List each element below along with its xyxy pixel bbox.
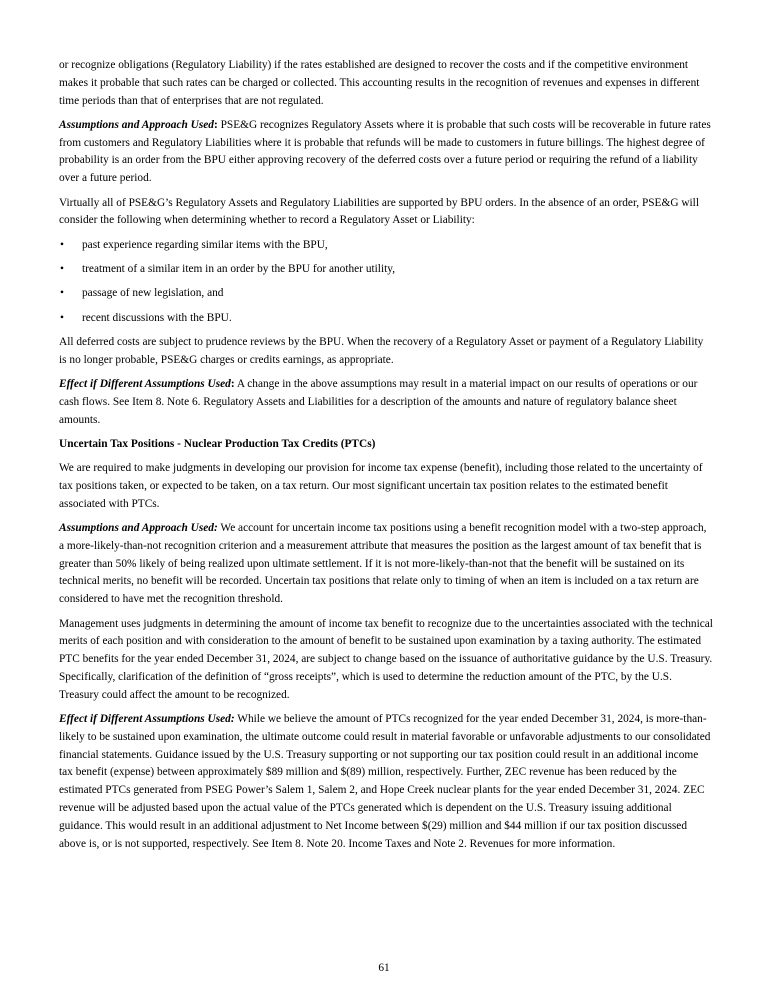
paragraph-tax-judgments: We are required to make judgments in developing our provision for income tax expense (benefit), including those related to the uncertainty of tax positions taken, or expected to be taken, on a tax return. Our most significant uncertain tax position relates to the estimated benefit associated with PTCs.: [59, 462, 703, 510]
list-item: [59, 285, 713, 303]
lead-in-assumptions: Assumptions and Approach Used: [59, 118, 214, 131]
document-body: [59, 57, 713, 860]
list-item: [59, 237, 713, 255]
list-item-text: recent discussions with the BPU.: [82, 311, 232, 324]
list-item: [59, 310, 713, 328]
tax-assumptions-text: We account for uncertain income tax positions using a benefit recognition model with a two-step approach, a more-likely-than-not recognition criterion and a measurement attribute that measures the position as the largest amount of tax benefit that is greater than 50% likely of being realized upon ultimate settlement. If it is not more-likely-than-not that the benefit will be sustained on its technical merits, no benefit will be recorded. Uncertain tax positions that relate only to timing of when an item is included on a tax return are considered to have met the recognition threshold.: [59, 522, 707, 606]
section-heading-ptc: Uncertain Tax Positions - Nuclear Production Tax Credits (PTCs): [59, 437, 376, 450]
paragraph-regulatory-assumptions: Assumptions and Approach Used: PSE&G recognizes Regulatory Assets where it is probable that such costs will be recoverable in future rates from customers and Regulatory Liabilities where it is probable that refunds will be made to customers in future billings. The highest degree of probability is an order from the BPU either approving recovery of the deferred costs over a future period or requiring the refund of a liability over a future period.: [59, 118, 711, 185]
bullet-icon: •: [60, 287, 64, 300]
assumptions-text: PSE&G recognizes Regulatory Assets where it is probable that such costs will be recoverable in future rates from customers and Regulatory Liabilities where it is probable that refunds will be made to customers in future billings. The highest degree of probability is an order from the BPU either approving recovery of the deferred costs over a future period or requiring the refund of a liability over a future period.: [59, 118, 711, 185]
paragraph-virtually-all: Virtually all of PSE&G’s Regulatory Assets and Regulatory Liabilities are supported by BPU orders. In the absence of an order, PSE&G will consider the following when determining whether to record a Regulatory Asset or Liability:: [59, 196, 699, 227]
lead-in-tax-assumptions: Assumptions and Approach Used:: [59, 522, 218, 535]
list-item: [59, 261, 713, 279]
bullet-icon: •: [60, 262, 64, 275]
considerations-list: [59, 237, 713, 328]
paragraph-regulatory-intro: or recognize obligations (Regulatory Liability) if the rates established are designed to recover the costs and if the competitive environment makes it probable that such rates can be charged or collected. This accounting results in the recognition of revenues and expenses in different time periods than that of enterprises that are not regulated.: [59, 59, 700, 107]
paragraph-management-judgments: Management uses judgments in determining the amount of income tax benefit to recognize due to the uncertainties associated with the technical merits of each position and with consideration to the amount of benefit to be sustained upon examination by a taxing authority. The estimated PTC benefits for the year ended December 31, 2024, are subject to change based on the issuance of authoritative guidance by the U.S. Treasury. Specifically, clarification of the definition of “gross receipts”, which is used to determine the reduction amount of the PTC, by the U.S. Treasury could affect the amount to be recognized.: [59, 617, 713, 701]
bullet-icon: •: [60, 238, 64, 251]
paragraph-tax-effect: [59, 711, 713, 853]
page-number: 61: [378, 962, 390, 974]
list-item-text: passage of new legislation, and: [82, 287, 224, 300]
list-item-text: treatment of a similar item in an order by the BPU for another utility,: [82, 262, 396, 275]
lead-in-tax-effect: Effect if Different Assumptions Used:: [59, 713, 235, 725]
paragraph-tax-assumptions: [59, 520, 713, 609]
effect-text: A change in the above assumptions may result in a material impact on our results of operations or our cash flows. See Item 8. Note 6. Regulatory Assets and Liabilities for a description of the amounts and nature of regulatory balance sheet amounts.: [59, 377, 698, 426]
list-item-text: past experience regarding similar items with the BPU,: [82, 238, 328, 251]
lead-in-effect: Effect if Different Assumptions Used: [59, 377, 231, 390]
bullet-icon: •: [60, 311, 64, 324]
paragraph-deferred-costs: All deferred costs are subject to prudence reviews by the BPU. When the recovery of a Regulatory Asset or payment of a Regulatory Liability is no longer probable, PSE&G charges or credits earnings, as appropriate.: [59, 335, 704, 366]
paragraph-regulatory-effect: Effect if Different Assumptions Used: A change in the above assumptions may result in a material impact on our results of operations or our cash flows. See Item 8. Note 6. Regulatory Assets and Liabilities for a description of the amounts and nature of regulatory balance sheet amounts.: [59, 377, 698, 426]
tax-effect-text: While we believe the amount of PTCs recognized for the year ended December 31, 2024, is more-than-likely to be sustained upon examination, the ultimate outcome could result in material favorable or unfavorable adjustments to our consolidated financial statements. Guidance issued by the U.S. Treasury supporting or not supporting our tax position could result in an additional income tax benefit (expense) between approximately $89 million and $(89) million, respectively. Further, ZEC revenue has been reduced by the estimated PTCs generated from PSEG Power’s Salem 1, Salem 2, and Hope Creek nuclear plants for the year ended December 31, 2024. ZEC revenue will be adjusted based upon the actual value of the PTCs generated which is dependent on the U.S. Treasury issuing additional guidance. This would result in an additional adjustment to Net Income between $(29) million and $44 million if our tax position discussed above is, or is not supported, respectively. See Item 8. Note 20. Income Taxes and Note 2. Revenues for more information.: [59, 713, 711, 850]
